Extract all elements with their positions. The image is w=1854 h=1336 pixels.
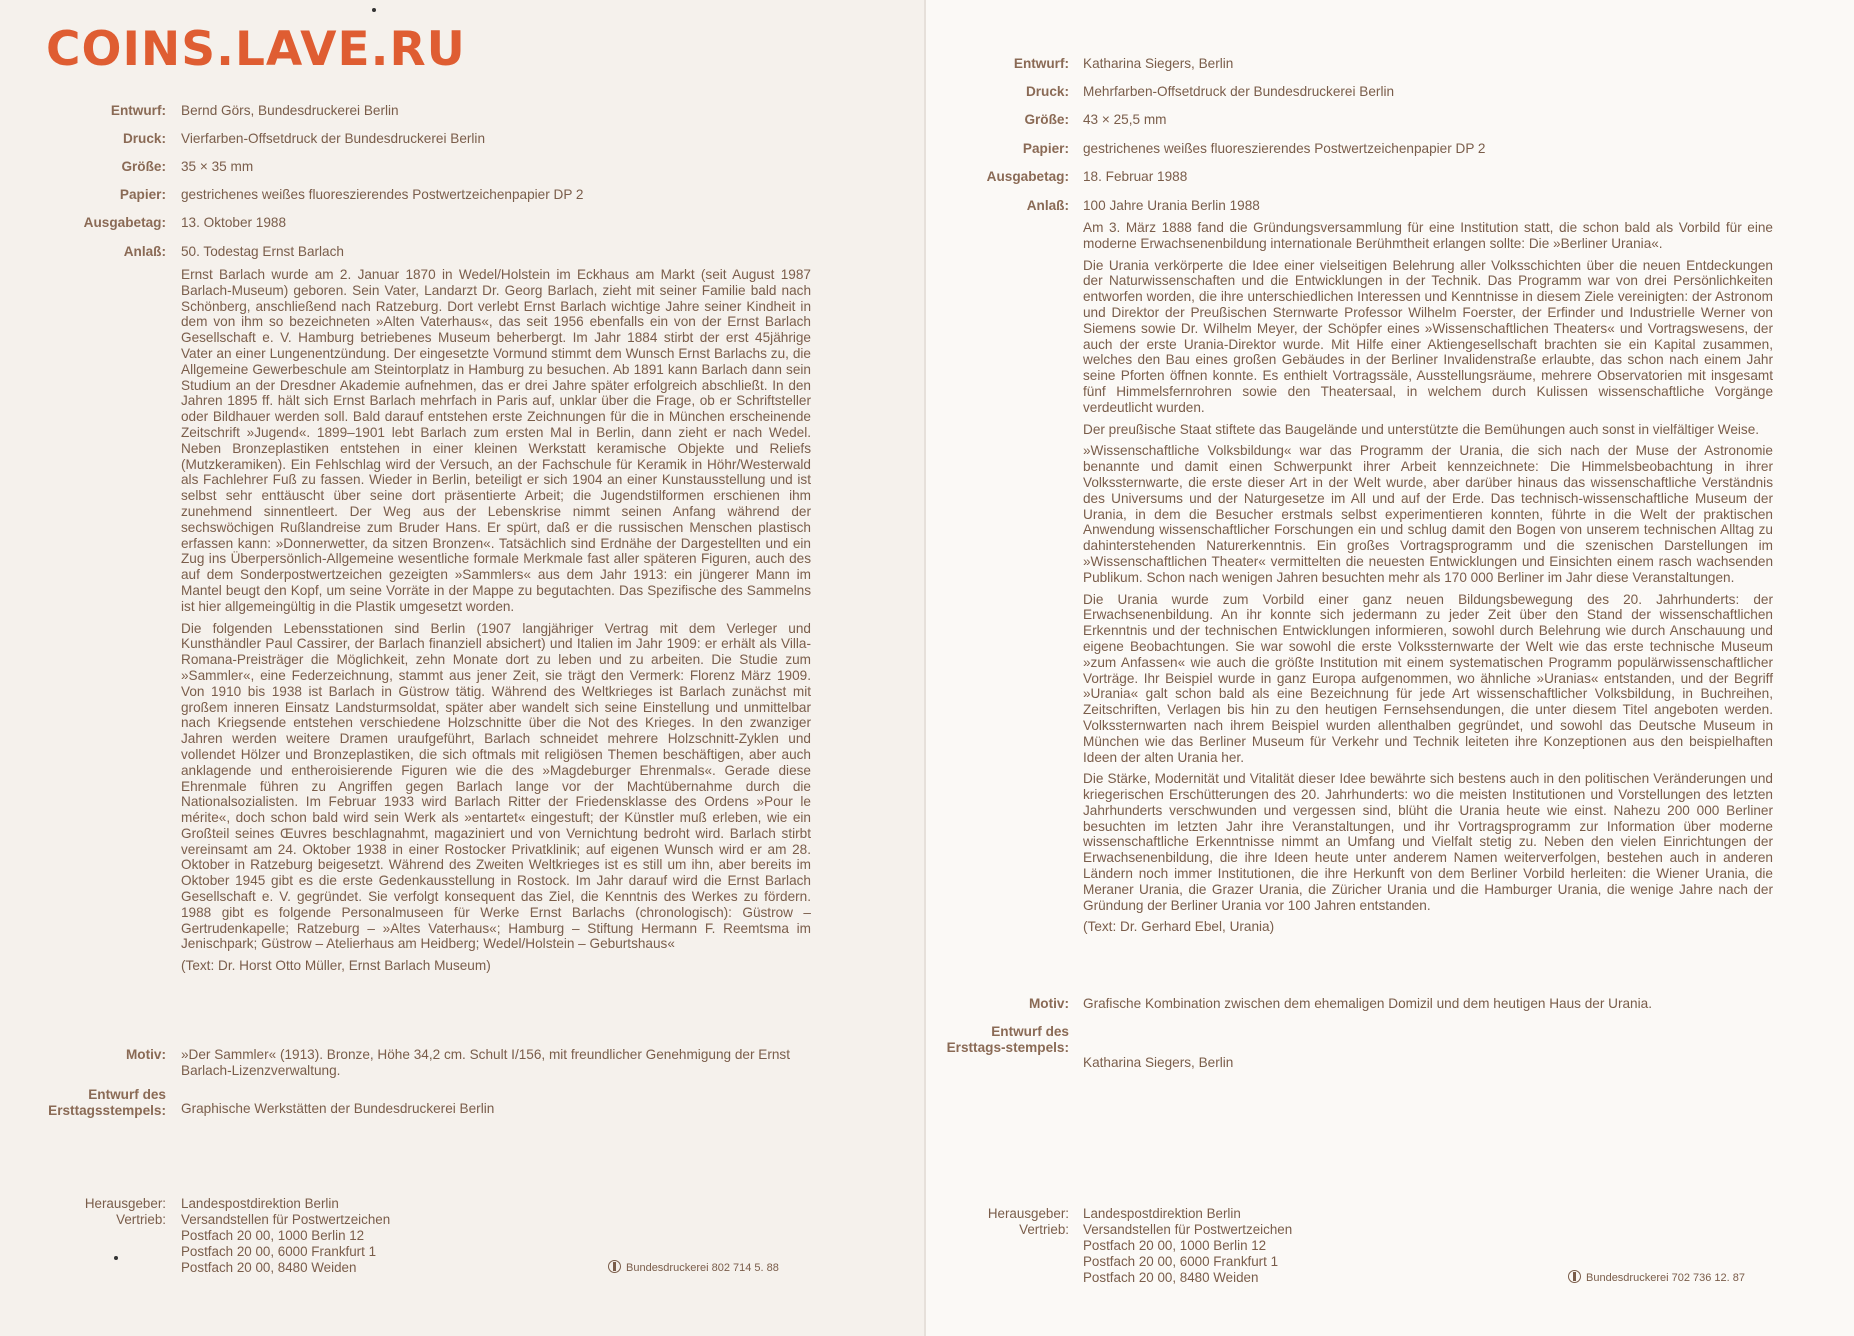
paragraph: »Wissenschaftliche Volksbildung« war das Programm der Urania, die sich nach der Muse der Astronomie benannte und damit einen Schwerpunkt ihrer Arbeit kennzeichnete: Die Himmelsbeobachtung in ihrer Volkssternwarte, die erste dieser Art in der Welt wurde, aber darüber hinaus das wissenschaftliche Verständnis des Universums und der Naturgesetze im All und auf der Erde. Das technisch-wissenschaftliche Museum der Urania, in dem die Besucher erstmals selbst experimentieren konnten, führte in die Welt der praktischen Anwendung wissenschaftlicher Forschungen ein und schlug damit den Bogen von unserem technischen Alltag zu dahinterstehenden Naturerkenntnis. Ein großes Vortragsprogramm und die szenischen Darstellungen im »Wissenschaftlichen Theater« vermittelten die neuesten Entwicklungen und Einsichten einem rasch wachsenden Publikum. Schon nach wenigen Jahren besuchten mehr als 170 000 Berliner im Jahr diese Veranstaltungen. (1083, 443, 1773, 585)
field-label: Papier: (119, 187, 166, 202)
vertrieb-line: Postfach 20 00, 6000 Frankfurt 1 (1083, 1254, 1279, 1269)
field-value: Graphische Werkstätten der Bundesdruckerei Berlin (181, 1101, 495, 1116)
field-label: Größe: (121, 159, 166, 174)
field-label: Motiv: (125, 1047, 166, 1062)
field-label: Entwurf: (110, 103, 166, 118)
field-value: Katharina Siegers, Berlin (1083, 1055, 1234, 1070)
article-body (181, 267, 811, 980)
vertrieb-line: Postfach 20 00, 1000 Berlin 12 (1083, 1238, 1267, 1253)
text-credit: (Text: Dr. Horst Otto Müller, Ernst Barlach Museum) (181, 958, 491, 974)
field-value: 50. Todestag Ernst Barlach (181, 244, 344, 259)
field-label: Entwurf des Ersttags-stempels: (946, 1024, 1069, 1055)
herausgeber-value: Landespostdirektion Berlin (1083, 1206, 1241, 1221)
field-label: Entwurf des Ersttagsstempels: (48, 1087, 166, 1118)
field-label: Papier: (1022, 141, 1069, 156)
paragraph: Die Urania verkörperte die Idee einer vielseitigen Belehrung aller Volksschichten über die neuen Entdeckungen der Naturwissenschaften und die Entwicklungen in der Technik. Das Programm war von drei Persönlichkeiten entworfen worden, die ihre unterschiedlichen Interessen und Kenntnisse in diesem Ziele vereinigten: der Astronom und Direktor der Preußischen Sternwarte Professor Wilhelm Foerster, der Erfinder und Industrielle Werner von Siemens sowie Dr. Wilhelm Meyer, der Schöpfer eines »Wissenschaftlichen Theaters« und Vortragswesens, der auch der erste Urania-Direktor wurde. Mit Hilfe einer Aktiengesellschaft brachten sie ein Kapital zusammen, welches den Bau eines großen Gebäudes in der Berliner Invalidenstraße erlaubte, das schon nach einem Jahr seine Pforten öffnen konnte. Es enthielt Vortragssäle, Ausstellungsräume, mehrere Observatorien mit insgesamt fünf Himmelsfernrohren sowie den Theatersaal, in welchem durch Kulissen wissenschaftliche Vorgänge verdeutlicht wurden. (1083, 257, 1773, 415)
herausgeber-value: Landespostdirektion Berlin (181, 1196, 339, 1211)
bundesdruckerei-seal-icon (1568, 1270, 1581, 1283)
printer-mark-text: Bundesdruckerei 702 736 12. 87 (1586, 1272, 1746, 1284)
paragraph: Am 3. März 1888 fand die Gründungsversammlung für eine Institution statt, die schon bald als Vorbild für eine moderne Erwachsenenbildung internationale Berühmtheit erlangen sollte: Die »Berliner Urania«. (1083, 220, 1773, 251)
herausgeber-label: Herausgeber: (987, 1206, 1069, 1221)
paper-speck (114, 1256, 118, 1260)
vertrieb-line: Postfach 20 00, 8480 Weiden (1083, 1270, 1259, 1285)
paper-speck (372, 8, 376, 12)
printer-mark (608, 1260, 779, 1274)
field-value: Katharina Siegers, Berlin (1083, 56, 1234, 71)
field-label: Ausgabetag: (83, 215, 166, 230)
text-credit: (Text: Dr. Gerhard Ebel, Urania) (1083, 919, 1275, 935)
printer-mark (1568, 1270, 1745, 1284)
field-value: »Der Sammler« (1913). Bronze, Höhe 34,2 cm. Schult I/156, mit freundlicher Genehmigung der Ernst Barlach-Lizenzverwaltung. (181, 1047, 790, 1078)
field-value: Grafische Kombination zwischen dem ehemaligen Domizil und dem heutigen Haus der Urania. (1083, 996, 1652, 1011)
paragraph: Die folgenden Lebensstationen sind Berlin (1907 langjähriger Vertrag mit dem Verleger und Kunsthändler Paul Cassirer, der Barlach finanziell absichert) und Italien im Jahr 1909: er erhält als Villa-Romana-Preisträger die Möglichkeit, zehn Monate dort zu leben und zu arbeiten. Die Studie zum »Sammler«, eine Federzeichnung, stammt aus jener Zeit, sie trägt den Vermerk: Florenz März 1909. Von 1910 bis 1938 ist Barlach in Güstrow tätig. Während des Weltkrieges ist Barlach zunächst mit großem inneren Einsatz Landsturmsoldat, später aber wandelt sich seine Einstellung und unmittelbar nach Kriegsende entstehen verschiedene Holzschnitte über die Not des Krieges. In den zwanziger Jahren werden weitere Dramen uraufgeführt, Barlach schneidet mehrere Holzschnitt-Zyklen und vollendet Hölzer und Bronzeplastiken, die sich oftmals mit religiösen Themen beschäftigen, aber auch anklagende und entheroisierende Figuren wie die des »Magdeburger Ehrenmals«. Gerade diese Ehrenmale führen zu Angriffen gegen Barlach lange vor der Machtübernahme durch die Nationalsozialisten. Im Februar 1933 wird Barlach Ritter der Friedensklasse des Ordens »Pour le mérite«, doch schon bald wird sein Werk als »entartet« eingestuft; der Künstler muß erleben, wie ein Großteil seines Œuvres beschlagnahmt, magaziniert und von Vernichtung bedroht wird. Barlach stirbt vereinsamt am 24. Oktober 1938 in einer Rostocker Privatklinik; auf eigenen Wunsch wird er am 28. Oktober in Ratzeburg beigesetzt. Während des Zweiten Weltkrieges ist es still um ihn, aber bereits im Oktober 1945 gibt es die erste Gedenkausstellung in Rostock. Im Jahr darauf wird die Ernst Barlach Gesellschaft e. V. gegründet. Sie verfolgt konsequent das Ziel, die Kenntnis des Werkes zu fördern. 1988 gibt es folgende Personalmuseen für Werke Ernst Barlachs (chronologisch): Güstrow – Gertrudenkapelle; Ratzeburg – »Altes Vaterhaus«; Hamburg – Stiftung Hermann F. Reemtsma im Jenischpark; Güstrow – Atelierhaus am Heidberg; Wedel/Holstein – Geburtshaus« (181, 620, 811, 952)
paragraph: Ernst Barlach wurde am 2. Januar 1870 in Wedel/Holstein im Eckhaus am Markt (seit August 1987 Barlach-Museum) geboren. Sein Vater, Landarzt Dr. Georg Barlach, zieht mit seiner Familie bald nach Schönberg, anschließend nach Ratzeburg. Dort verlebt Ernst Barlach wichtige Jahre seiner Kindheit in dem von ihm so bezeichneten »Alten Vaterhaus«, das seit 1956 ebenfalls ein von der Ernst Barlach Gesellschaft e. V. Hamburg betriebenes Museum beherbergt. Im Jahr 1884 stirbt der erst 45jährige Vater an einer Lungenentzündung. Der eingesetzte Vormund stimmt dem Wunsch Ernst Barlachs zu, die Allgemeine Gewerbeschule am Steintorplatz in Hamburg zu besuchen. Ab 1891 kann Barlach dann sein Studium an der Dresdner Akademie aufnehmen, das er drei Jahre später erfolgreich abschließt. In den Jahren 1895 ff. hält sich Ernst Barlach mehrfach in Paris auf, unklar über die Frage, ob er Schriftsteller oder Bildhauer werden soll. Bald darauf entstehen erste Zeichnungen für die in München erscheinende Zeitschrift »Jugend«. 1899–1901 lebt Barlach zum ersten Mal in Berlin, dann zieht er nach Wedel. Neben Bronzeplastiken entstehen in einer kleinen Werkstatt keramische Objekte und Reliefs (Mutzkeramiken). Ein Fehlschlag wird der Versuch, an der Fachschule für Keramik in Höhr/Westerwald als Fachlehrer Fuß zu fassen. Wieder in Berlin, beteiligt er sich 1904 an einer Kunstausstellung und ist selbst sehr enttäuscht über seine dort präsentierte Arbeit; die Jugendstilformen erschienen ihm zunehmend sinnentleert. Der Weg aus der Lebenskrise nimmt seinen Anfang während der sechswöchigen Rußlandreise zum Bruder Hans. Er spürt, daß er die russischen Menschen plastisch erfassen kann: »Donnerwetter, da sitzen Bronzen«. Tatsächlich sind Erdnähe der Dargestellten und ein Zug ins Überpersönlich-Allgemeine wesentliche formale Merkmale fast aller späteren Figuren, auch des auf dem Sonderpostwertzeichen gezeigten »Sammlers« aus dem Jahr 1913: ein jüngerer Mann im Mantel beugt den Kopf, um seine Vorräte in der Mappe zu begutachten. Das Spezifische des Sammelns ist hier allgemeingültig in die Plastik umgesetzt worden. (181, 267, 811, 614)
paragraph: Die Urania wurde zum Vorbild einer ganz neuen Bildungsbewegung des 20. Jahrhunderts: der Erwachsenenbildung. An ihr konnte sich jedermann zu jeder Zeit über den Stand der wissenschaftlichen Erkenntnis und der technischen Entwicklungen informieren, sowohl durch Belehrung wie durch Anschauung und eigene Beobachtungen. Sie war sowohl die erste Volkssternwarte der Welt wie das erste technische Museum »zum Anfassen« wie auch die größte Institution mit einem systematischen Programm populärwissenschaftlicher Vorträge. Ihr Beispiel wurde in ganz Europa aufgenommen, wo ähnliche »Uranias« entstanden, und der Begriff »Urania« galt schon bald als eine Bezeichnung für jede Art wissenschaftlicher Volksbildung, in Buchreihen, Zeitschriften, Verlagen bis hin zu den heutigen Fernsehsendungen, die unter diesem Titel angeboten werden. Volkssternwarten nach ihrem Beispiel wurden allenthalben gegründet, und sowohl das Deutsche Museum in München wie das Berliner Museum für Verkehr und Technik leiteten ihre Konzeptionen aus den beispielhaften Ideen der alten Urania her. (1083, 591, 1773, 765)
vertrieb-label: Vertrieb: (1019, 1222, 1069, 1237)
field-value: gestrichenes weißes fluoreszierendes Postwertzeichenpapier DP 2 (1083, 141, 1486, 156)
bundesdruckerei-seal-icon (608, 1260, 621, 1273)
field-label: Ausgabetag: (986, 169, 1069, 184)
field-value: Vierfarben-Offsetdruck der Bundesdruckerei Berlin (181, 131, 486, 146)
article-body (1083, 220, 1773, 941)
field-value: 43 × 25,5 mm (1083, 112, 1167, 127)
field-value: 35 × 35 mm (181, 159, 254, 174)
field-value: Bernd Görs, Bundesdruckerei Berlin (181, 103, 399, 118)
field-label: Entwurf: (1013, 56, 1069, 71)
vertrieb-line: Versandstellen für Postwertzeichen (181, 1212, 391, 1227)
printer-mark-text: Bundesdruckerei 802 714 5. 88 (626, 1262, 779, 1274)
vertrieb-line: Versandstellen für Postwertzeichen (1083, 1222, 1293, 1237)
paragraph: Der preußische Staat stiftete das Baugelände und unterstützte die Bemühungen auch sonst in vielfältiger Weise. (1083, 421, 1760, 437)
field-value: 13. Oktober 1988 (181, 215, 287, 230)
field-label: Druck: (1025, 84, 1069, 99)
field-value: 100 Jahre Urania Berlin 1988 (1083, 198, 1260, 213)
vertrieb-label: Vertrieb: (116, 1212, 166, 1227)
watermark: COINS.LAVE.RU (46, 22, 466, 77)
field-label: Motiv: (1028, 996, 1069, 1011)
field-value: gestrichenes weißes fluoreszierendes Postwertzeichenpapier DP 2 (181, 187, 584, 202)
right-stamp-sheet (926, 0, 1854, 1336)
field-label: Anlaß: (123, 244, 166, 259)
vertrieb-line: Postfach 20 00, 1000 Berlin 12 (181, 1228, 365, 1243)
field-label: Anlaß: (1026, 198, 1069, 213)
vertrieb-line: Postfach 20 00, 8480 Weiden (181, 1260, 357, 1275)
herausgeber-label: Herausgeber: (84, 1196, 166, 1211)
field-value: Mehrfarben-Offsetdruck der Bundesdruckerei Berlin (1083, 84, 1395, 99)
field-label: Größe: (1024, 112, 1069, 127)
left-stamp-sheet (0, 0, 924, 1336)
paragraph: Die Stärke, Modernität und Vitalität dieser Idee bewährte sich bestens auch in den politischen Veränderungen und kriegerischen Erschütterungen des 20. Jahrhunderts: wo die meisten Institutionen und Vorstellungen des letzten Jahrhunderts verschwunden und vergessen sind, blüht die Urania heute wie einst. Nahezu 200 000 Berliner besuchten im letzten Jahr ihre Veranstaltungen, und ihr Vortragsprogramm zur Information über moderne wissenschaftliche Erkenntnisse nimmt an Umfang und Vielfalt stetig zu. Neben den vielen Einrichtungen der Erwachsenenbildung, die ihre Ideen heute unter anderem Namen weiterverfolgen, bestehen auch in anderen Ländern noch immer Institutionen, die ihre Herkunft von dem Berliner Vorbild herleiten: die Wiener Urania, die Meraner Urania, die Grazer Urania, die Züricher Urania und die Hamburger Urania, die wenige Jahre nach der Gründung der Berliner Urania vor 100 Jahren entstanden. (1083, 771, 1773, 913)
field-label: Druck: (122, 131, 166, 146)
vertrieb-line: Postfach 20 00, 6000 Frankfurt 1 (181, 1244, 377, 1259)
field-value: 18. Februar 1988 (1083, 169, 1188, 184)
